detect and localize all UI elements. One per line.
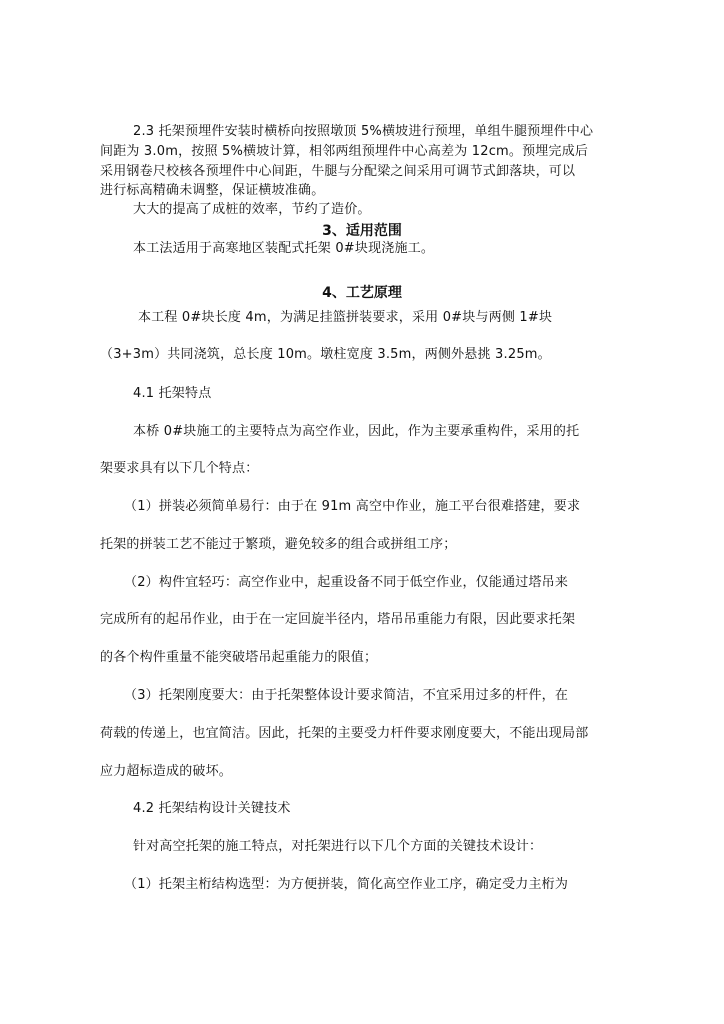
design-1-line-1: （1）托架主桁结构选型：为方便拼装，简化高空作业工序，确定受力主桁为 <box>124 877 569 892</box>
paragraph-2-3-line-2: 间距为 3.0m，按照 5%横坡计算，相邻两组预埋件中心高差为 12cm。预埋完成后 <box>100 144 589 159</box>
subsection-4-2-text: 针对高空托架的施工特点，对托架进行以下几个方面的关键技术设计： <box>133 839 543 854</box>
paragraph-2-3-line-3: 采用钢卷尺校核各预埋件中心间距，牛腿与分配梁之间采用可调节式卸落块，可以 <box>100 164 576 179</box>
paragraph-2-3-line-1: 2.3 托架预埋件安装时横桥向按照墩顶 5%横坡进行预埋，单组牛腿预埋件中心 <box>133 124 594 139</box>
feature-2-line-2: 完成所有的起吊作业，由于在一定回旋半径内，塔吊吊重能力有限，因此要求托架 <box>100 612 576 627</box>
feature-1-line-2: 托架的拼装工艺不能过于繁琐，避免较多的组合或拼组工序； <box>100 537 457 552</box>
subsection-4-1-text-line-2: 架要求具有以下几个特点： <box>100 461 259 476</box>
subsection-4-1-text-line-1: 本桥 0#块施工的主要特点为高空作业，因此，作为主要承重构件，采用的托 <box>133 424 580 439</box>
paragraph-efficiency: 大大的提高了成桩的效率，节约了造价。 <box>133 202 371 217</box>
subsection-4-1-title: 4.1 托架特点 <box>133 386 212 401</box>
feature-1-line-1: （1）拼装必须简单易行：由于在 91m 高空中作业，施工平台很难搭建，要求 <box>124 499 581 514</box>
section-4-text-line-1: 本工程 0#块长度 4m，为满足挂篮拼装要求，采用 0#块与两侧 1#块 <box>138 310 553 325</box>
section-3-text: 本工法适用于高寒地区装配式托架 0#块现浇施工。 <box>133 241 435 256</box>
section-4-heading: 4、工艺原理 <box>322 285 402 301</box>
subsection-4-2-title: 4.2 托架结构设计关键技术 <box>133 801 291 816</box>
feature-3-line-2: 荷载的传递上，也宜简洁。因此，托架的主要受力杆件要求刚度要大，不能出现局部 <box>100 726 589 741</box>
feature-3-line-3: 应力超标造成的破坏。 <box>100 764 233 779</box>
feature-3-line-1: （3）托架刚度要大：由于托架整体设计要求简洁，不宜采用过多的杆件，在 <box>124 688 569 703</box>
feature-2-line-3: 的各个构件重量不能突破塔吊起重能力的限值； <box>100 650 378 665</box>
section-4-text-line-2: （3+3m）共同浇筑，总长度 10m。墩柱宽度 3.5m，两侧外悬挑 3.25m。 <box>100 347 551 362</box>
feature-2-line-1: （2）构件宜轻巧：高空作业中，起重设备不同于低空作业，仅能通过塔吊来 <box>124 575 569 590</box>
paragraph-2-3-line-4: 进行标高精确未调整，保证横坡准确。 <box>100 183 325 198</box>
section-3-heading: 3、适用范围 <box>322 223 402 239</box>
